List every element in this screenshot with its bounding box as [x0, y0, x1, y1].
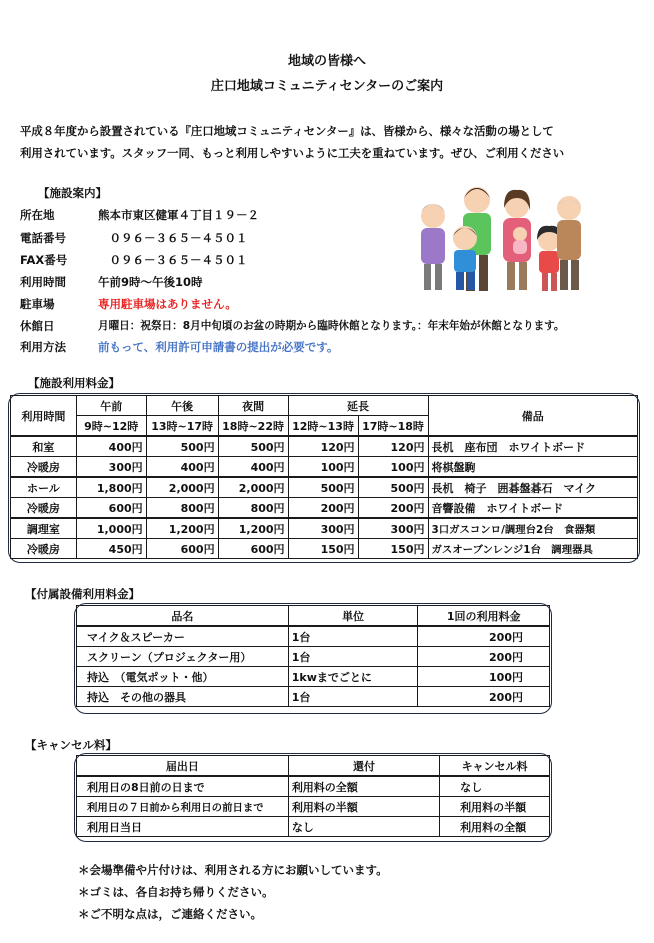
label-hours: 利用時間: [20, 275, 66, 289]
item-name: 持込 （電気ポット・他）: [77, 667, 289, 687]
refund-amount: 利用料の全額: [288, 776, 439, 797]
fee-night: 800円: [218, 498, 288, 519]
value-closed: 月曜日：祝祭日：8月中旬頃のお盆の時期から臨時休館となります。：年末年始が休館となります。: [98, 320, 565, 332]
room-name: 冷暖房: [11, 539, 77, 559]
table-row: [77, 776, 550, 797]
cancel-table: [76, 755, 550, 837]
room-name: 冷暖房: [11, 498, 77, 519]
fee-night: 600円: [218, 539, 288, 559]
label-fax: FAX番号: [20, 253, 68, 267]
table-row: [77, 667, 550, 687]
item-fee: 200円: [418, 687, 550, 707]
note-3: ＊ご不明な点は，ご連絡ください。: [78, 907, 262, 921]
room-name: ホール: [11, 477, 77, 498]
fee-am: 1,800円: [76, 477, 146, 498]
equipment-list: 長机 座布団 ホワイトボード: [428, 436, 638, 457]
equipment-list: 長机 椅子 囲碁盤碁石 マイク: [428, 477, 638, 498]
fee-ext1: 100円: [288, 457, 358, 478]
value-usage: 前もって、利用許可申請書の提出が必要です。: [98, 340, 339, 354]
value-parking: 専用駐車場はありません。: [98, 297, 237, 311]
fee-ext2: 120円: [358, 436, 428, 457]
fee-ext1: 150円: [288, 539, 358, 559]
notice-date: 利用日の8日前の日まで: [77, 776, 289, 797]
fee-am: 400円: [76, 436, 146, 457]
note-2: ＊ゴミは、各自お持ち帰りください。: [78, 885, 274, 899]
fee-ext2: 300円: [358, 518, 428, 539]
table-row: [77, 626, 550, 647]
col-usage-time: 利用時間: [11, 396, 77, 437]
cancel-fee: なし: [440, 776, 550, 797]
fees-table: [10, 395, 638, 559]
fee-ext1: 500円: [288, 477, 358, 498]
item-name: スクリーン（プロジェクター用）: [77, 647, 289, 667]
room-name: 調理室: [11, 518, 77, 539]
notice-date: 利用日の７日前から利用日の前日まで: [77, 797, 289, 817]
equipment-list: 3口ガスコンロ/調理台2台 食器類: [428, 518, 638, 539]
fee-night: 1,200円: [218, 518, 288, 539]
equipment-heading: 【付属設備利用料金】: [25, 587, 140, 601]
value-hours: 午前9時～午後10時: [98, 275, 203, 289]
table-row: [11, 498, 638, 519]
col-item-name: 品名: [77, 606, 289, 627]
note-1: ＊会場準備や片付けは、利用される方にお願いしています。: [78, 863, 388, 877]
table-row: [11, 436, 638, 457]
col-notice-date: 届出日: [77, 756, 289, 777]
col-extension: 延長: [288, 396, 428, 416]
item-name: 持込 その他の器具: [77, 687, 289, 707]
col-cancel-fee: キャンセル料: [440, 756, 550, 777]
table-row: [11, 457, 638, 478]
item-unit: 1台: [288, 687, 418, 707]
facility-heading: 【施設案内】: [38, 186, 107, 200]
intro-line2: 利用されています。スタッフ一同、もっと利用しやすいように工夫を重ねています。ぜひ、ご利用ください: [20, 146, 565, 160]
fee-ext2: 150円: [358, 539, 428, 559]
table-row: [77, 647, 550, 667]
item-fee: 200円: [418, 647, 550, 667]
table-row: [11, 539, 638, 559]
time-night: 18時~22時: [218, 416, 288, 437]
cancel-fee: 利用料の半額: [440, 797, 550, 817]
time-ext2: 17時~18時: [358, 416, 428, 437]
page-title-line2: 庄口地域コミュニティセンターのご案内: [210, 79, 444, 94]
equipment-list: 音響設備 ホワイトボード: [428, 498, 638, 519]
fee-night: 500円: [218, 436, 288, 457]
equipment-list: ガスオーブンレンジ1台 調理器具: [428, 539, 638, 559]
fee-am: 300円: [76, 457, 146, 478]
item-name: マイク＆スピーカー: [77, 626, 289, 647]
page-title-line1: 地域の皆様へ: [287, 54, 366, 69]
time-am: 9時~12時: [76, 416, 146, 437]
col-equipment: 備品: [428, 396, 638, 437]
fee-ext1: 120円: [288, 436, 358, 457]
refund-amount: なし: [288, 817, 439, 837]
col-am: 午前: [76, 396, 146, 416]
time-ext1: 12時~13時: [288, 416, 358, 437]
col-unit: 単位: [288, 606, 418, 627]
notice-date: 利用日当日: [77, 817, 289, 837]
fee-night: 2,000円: [218, 477, 288, 498]
fee-pm: 1,200円: [146, 518, 218, 539]
equipment-list: 将棋盤駒: [428, 457, 638, 478]
item-unit: 1台: [288, 647, 418, 667]
fee-am: 450円: [76, 539, 146, 559]
fee-pm: 400円: [146, 457, 218, 478]
fee-ext2: 500円: [358, 477, 428, 498]
item-fee: 200円: [418, 626, 550, 647]
fee-pm: 800円: [146, 498, 218, 519]
fee-am: 1,000円: [76, 518, 146, 539]
label-closed: 休館日: [20, 319, 55, 333]
time-pm: 13時~17時: [146, 416, 218, 437]
value-fax: ０９６－３６５－４５０１: [98, 253, 248, 267]
cancel-heading: 【キャンセル料】: [25, 738, 117, 752]
table-row: [11, 477, 638, 498]
room-name: 冷暖房: [11, 457, 77, 478]
fee-ext1: 300円: [288, 518, 358, 539]
label-address: 所在地: [20, 208, 55, 222]
fee-ext2: 100円: [358, 457, 428, 478]
fee-pm: 600円: [146, 539, 218, 559]
value-address: 熊本市東区健軍４丁目１９－２: [98, 208, 259, 222]
item-unit: 1kwまでごとに: [288, 667, 418, 687]
equipment-table: [76, 605, 550, 707]
intro-line1: 平成８年度から設置されている『庄口地域コミュニティセンター』は、皆様から、様々な活動の場として: [20, 124, 554, 138]
col-fee: 1回の利用料金: [418, 606, 550, 627]
label-phone: 電話番号: [20, 231, 66, 245]
col-pm: 午後: [146, 396, 218, 416]
col-refund: 還付: [288, 756, 439, 777]
fee-ext2: 200円: [358, 498, 428, 519]
table-row: [11, 518, 638, 539]
item-fee: 100円: [418, 667, 550, 687]
item-unit: 1台: [288, 626, 418, 647]
table-row: [77, 797, 550, 817]
label-usage: 利用方法: [20, 340, 66, 354]
value-phone: ０９６－３６５－４５０１: [98, 231, 248, 245]
table-row: [77, 687, 550, 707]
col-night: 夜間: [218, 396, 288, 416]
label-parking: 駐車場: [20, 297, 55, 311]
fee-night: 400円: [218, 457, 288, 478]
fees-heading: 【施設利用料金】: [28, 376, 120, 390]
table-row: [77, 817, 550, 837]
fee-am: 600円: [76, 498, 146, 519]
fee-pm: 500円: [146, 436, 218, 457]
family-illustration: [405, 178, 595, 298]
room-name: 和室: [11, 436, 77, 457]
cancel-fee: 利用料の全額: [440, 817, 550, 837]
fee-ext1: 200円: [288, 498, 358, 519]
refund-amount: 利用料の半額: [288, 797, 439, 817]
fee-pm: 2,000円: [146, 477, 218, 498]
